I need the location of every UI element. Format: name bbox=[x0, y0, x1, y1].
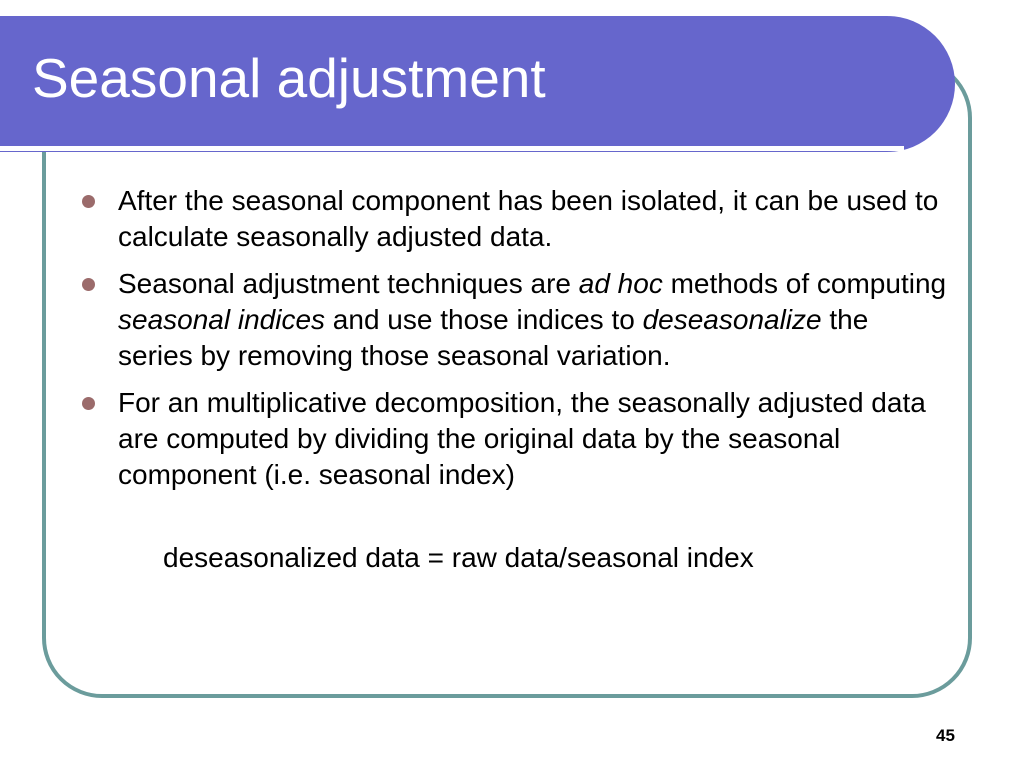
bullet-text-part: methods of computing bbox=[662, 268, 947, 299]
formula: deseasonalized data = raw data/seasonal index bbox=[163, 542, 754, 573]
emphasis-seasonal-indices: seasonal indices bbox=[118, 304, 326, 335]
page-number: 45 bbox=[936, 726, 955, 745]
bullet-dot-icon bbox=[82, 278, 95, 291]
bullet-item-isolated-component bbox=[80, 183, 950, 255]
slide-title: Seasonal adjustment bbox=[32, 47, 546, 109]
bullet-text-part: the series by removing those seasonal variation. bbox=[118, 304, 869, 371]
bullet-text-part: Seasonal adjustment techniques are bbox=[118, 268, 579, 299]
bullet-text-part: and use those indices to bbox=[325, 304, 643, 335]
bullet-item-multiplicative-decomposition bbox=[80, 385, 950, 493]
bullet-text: For an multiplicative decomposition, the seasonally adjusted data are computed by dividing the original data by the seasonal component (i.e. seasonal index) bbox=[118, 387, 926, 490]
emphasis-ad-hoc: ad hoc bbox=[578, 268, 663, 299]
bullet-list bbox=[80, 183, 950, 504]
bullet-text: After the seasonal component has been isolated, it can be used to calculate seasonally adjusted data. bbox=[118, 185, 939, 252]
title-underline bbox=[0, 146, 904, 151]
bullet-dot-icon bbox=[82, 195, 95, 208]
emphasis-deseasonalize: deseasonalize bbox=[642, 304, 822, 335]
bullet-item-adjustment-techniques bbox=[80, 266, 950, 374]
bullet-dot-icon bbox=[82, 397, 95, 410]
